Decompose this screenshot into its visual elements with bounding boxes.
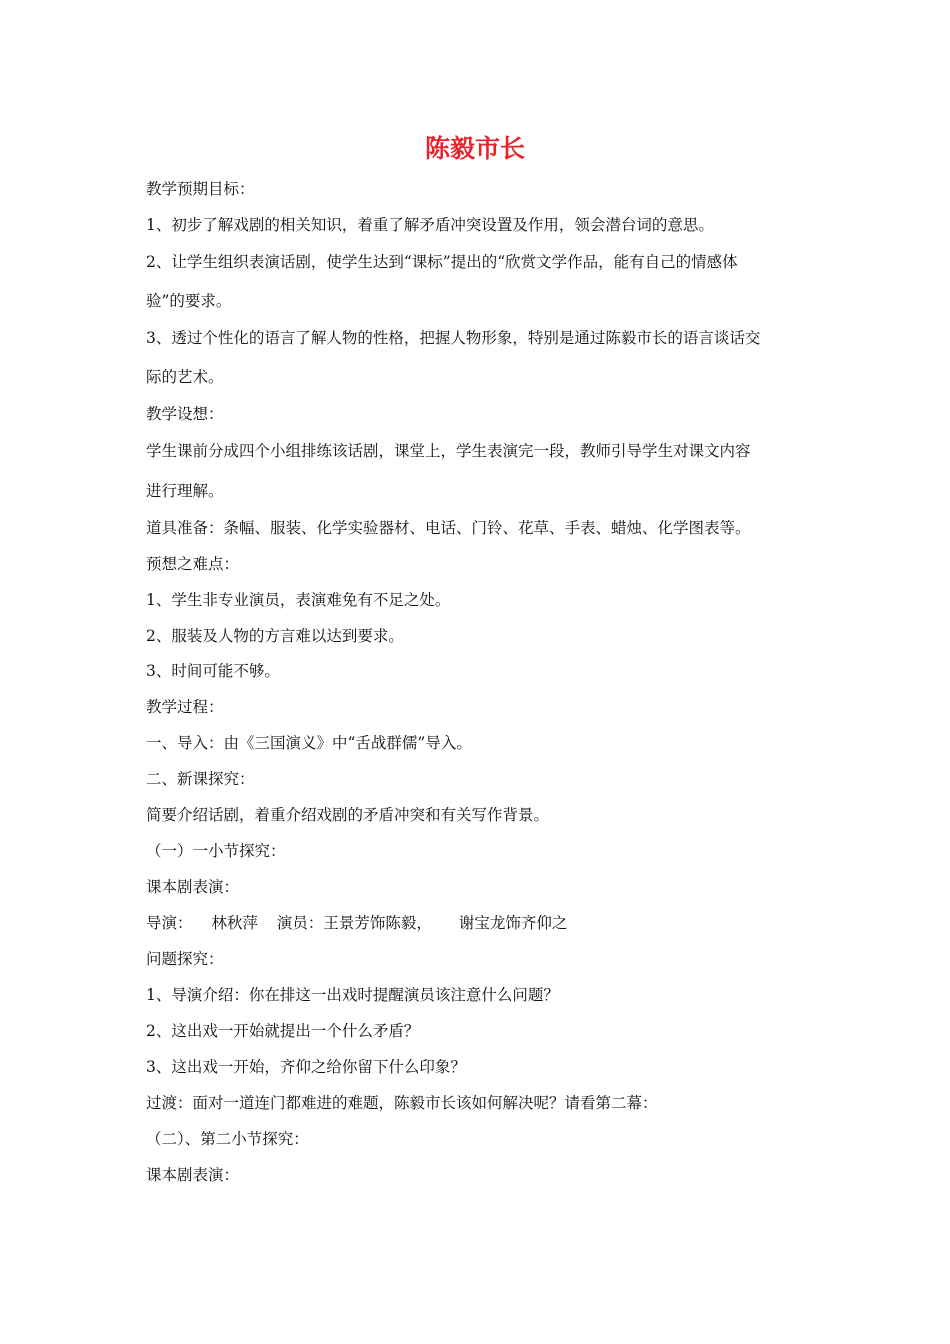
text-line: 教学预期目标：	[146, 180, 255, 198]
text-line: （一）一小节探究：	[146, 842, 286, 860]
text-line: 道具准备：条幅、服装、化学实验器材、电话、门铃、花草、手表、蜡烛、化学图表等。	[146, 519, 751, 537]
text-line: 简要介绍话剧，着重介绍戏剧的矛盾冲突和有关写作背景。	[146, 806, 550, 824]
text-line: 预想之难点：	[146, 555, 240, 573]
text-line: 教学过程：	[146, 698, 224, 716]
text-line: 学生课前分成四个小组排练该话剧，课堂上，学生表演完一段，教师引导学生对课文内容	[146, 442, 751, 460]
cast-line	[146, 912, 816, 934]
text-line: 二、新课探究：	[146, 770, 255, 788]
text-line: 际的艺术。	[146, 368, 224, 386]
actor-2: 谢宝龙饰齐仰之	[458, 914, 568, 932]
text-line: 2、这出戏一开始就提出一个什么矛盾？	[146, 1022, 420, 1040]
text-line: 2、服装及人物的方言难以达到要求。	[146, 627, 404, 645]
text-line: （二）、第二小节探究：	[146, 1130, 309, 1148]
text-line: 过渡：面对一道连门都难进的难题，陈毅市长该如何解决呢？请看第二幕：	[146, 1094, 658, 1112]
text-line: 课本剧表演：	[146, 878, 240, 896]
actors-label: 演员：王景芳饰陈毅，	[276, 914, 432, 932]
text-line: 教学设想：	[146, 405, 224, 423]
text-line: 1、学生非专业演员，表演难免有不足之处。	[146, 591, 451, 609]
director-name: 林秋萍	[211, 914, 258, 932]
document-title: 陈毅市长	[424, 134, 525, 163]
text-line: 一、导入：由《三国演义》中“舌战群儒”导入。	[146, 734, 472, 752]
text-line: 3、透过个性化的语言了解人物的性格，把握人物形象，特别是通过陈毅市长的语言谈话交	[146, 329, 761, 347]
text-line: 1、导演介绍：你在排这一出戏时提醒演员该注意什么问题？	[146, 986, 559, 1004]
director-label: 导演：	[146, 914, 193, 932]
text-line: 课本剧表演：	[146, 1166, 240, 1184]
text-line: 问题探究：	[146, 950, 224, 968]
text-line: 进行理解。	[146, 482, 224, 500]
text-line: 3、时间可能不够。	[146, 662, 280, 680]
text-line: 验”的要求。	[146, 292, 232, 310]
text-line: 1、初步了解戏剧的相关知识，着重了解矛盾冲突设置及作用，领会潜台词的意思。	[146, 216, 714, 234]
text-line: 3、这出戏一开始，齐仰之给你留下什么印象？	[146, 1058, 466, 1076]
text-line: 2、让学生组织表演话剧，使学生达到“课标”提出的“欣赏文学作品，能有自己的情感体	[146, 253, 738, 271]
